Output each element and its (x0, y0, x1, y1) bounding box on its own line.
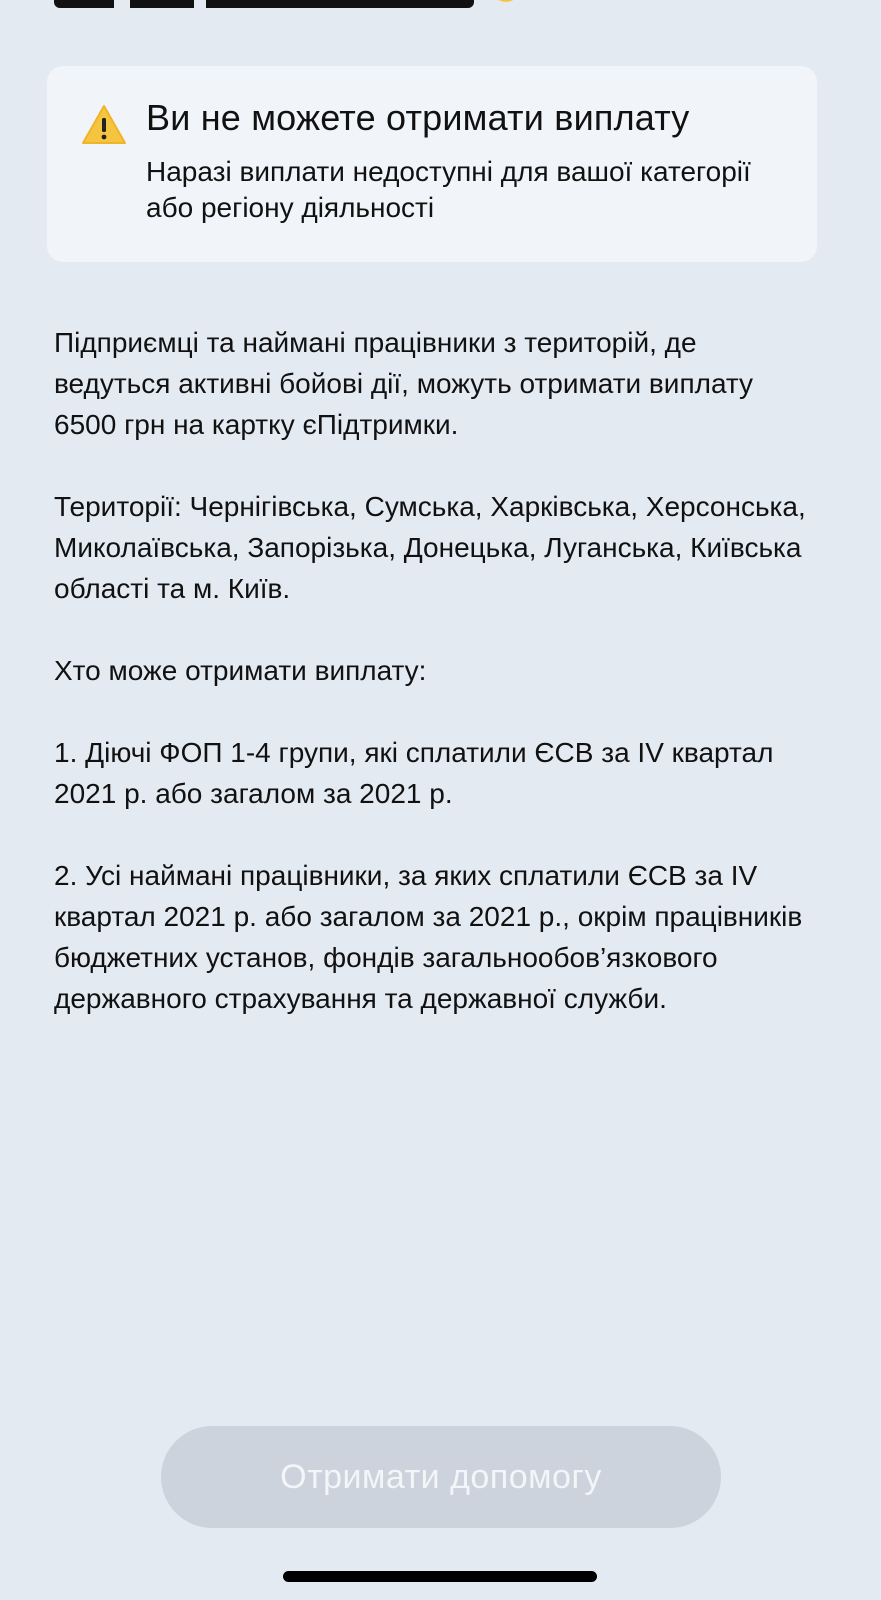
info-paragraph: Підприємці та наймані працівники з територій, де ведуться активні бойові дії, можуть отримати виплату 6500 грн на картку єПідтримки. (54, 327, 754, 440)
home-indicator[interactable] (283, 1571, 597, 1582)
page-title-fragment (54, 0, 474, 8)
eligibility-heading: Хто може отримати виплату: (54, 655, 427, 686)
warning-card (47, 66, 817, 262)
get-help-button[interactable]: Отримати допомогу (161, 1426, 721, 1528)
warning-title: Ви не можете отримати виплату (146, 97, 690, 138)
eligibility-item-2: 2. Усі наймані працівники, за яких сплатили ЄСВ за IV квартал 2021 р. або загалом за 2021 р., окрім працівників бюджетних установ, фондів загальнообов’язкового державного страхування та державної служби. (54, 860, 803, 1014)
emoji-icon (492, 0, 520, 2)
eligibility-item-1: 1. Діючі ФОП 1-4 групи, які сплатили ЄСВ за IV квартал 2021 р. або загалом за 2021 р. (54, 737, 774, 809)
warning-description: Наразі виплати недоступні для вашої категорії або регіону діяльності (146, 156, 751, 223)
page-title-cut-off (54, 0, 534, 8)
territories-paragraph: Території: Чернігівська, Сумська, Харківська, Херсонська, Миколаївська, Запорізька, Донецька, Луганська, Київська області та м. Київ. (54, 491, 806, 604)
warning-icon (81, 104, 127, 146)
info-content (54, 322, 814, 1060)
